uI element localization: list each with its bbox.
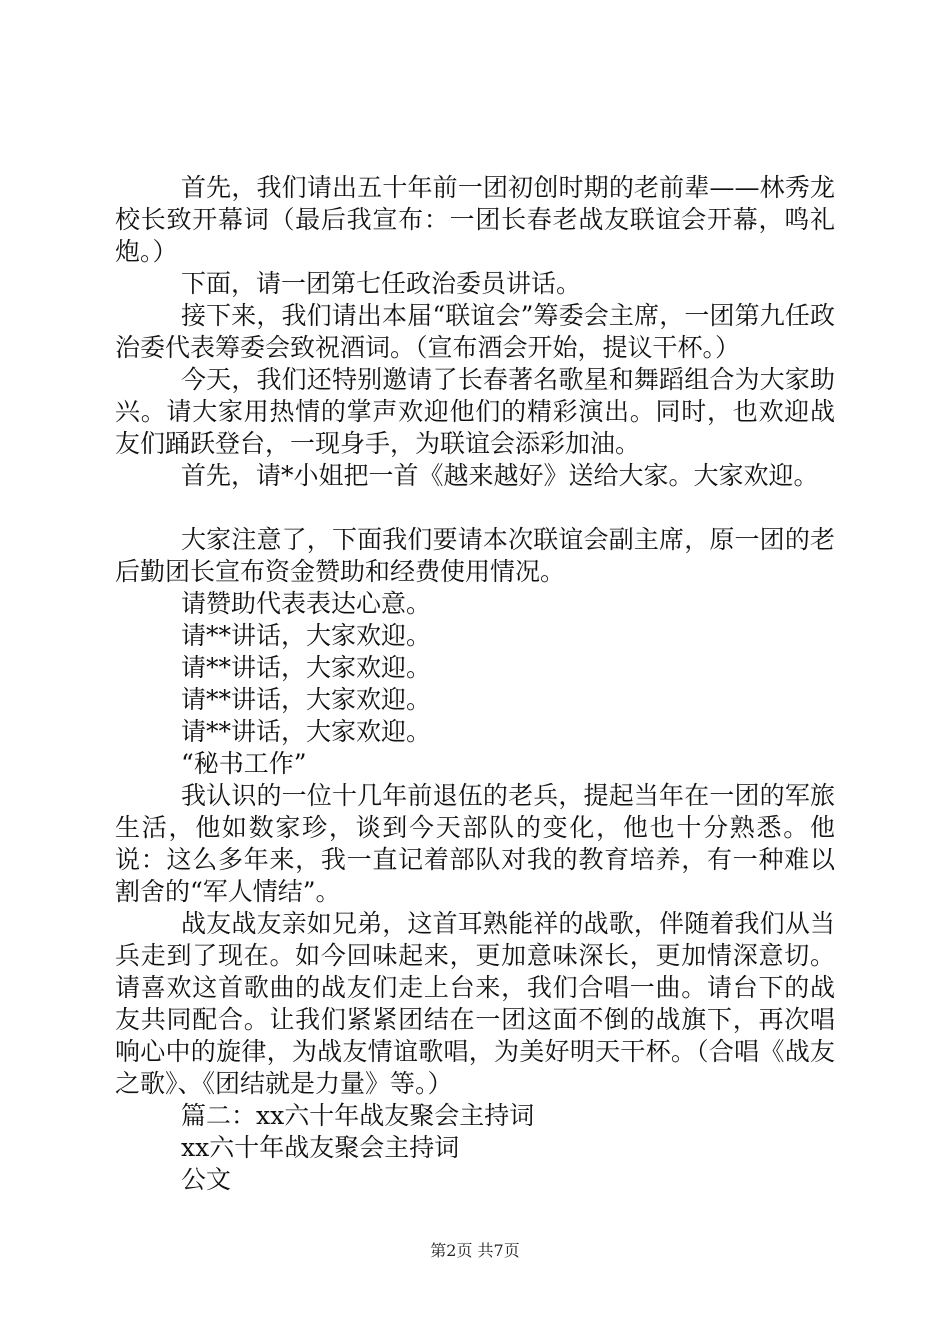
paragraph-speech-invite: 请**讲话，大家欢迎。 bbox=[181, 717, 432, 746]
paragraph-speech-invite: 请**讲话，大家欢迎。 bbox=[181, 685, 432, 714]
paragraph-section-two: 篇二：xx六十年战友聚会主持词 bbox=[181, 1101, 535, 1130]
document-body bbox=[115, 172, 835, 1196]
paragraph-chorus: 战友战友亲如兄弟，这首耳熟能祥的战歌，伴随着我们从当兵走到了现在。如今回味起来，更加意味深长，更加情深意切。请喜欢这首歌曲的战友们走上台来，我们合唱一曲。请台下的战友共同配合。让我们紧紧团结在一团这面不倒的战旗下，再次唱响心中的旋律，为战友情谊歌唱，为美好明天干杯。（合唱《战友之歌》、《团结就是力量》等。） bbox=[115, 909, 835, 1098]
paragraph-speech-invite: 请**讲话，大家欢迎。 bbox=[181, 653, 432, 682]
paragraph-performance: 今天，我们还特别邀请了长春著名歌星和舞蹈组合为大家助兴。请大家用热情的掌声欢迎他们的精彩演出。同时，也欢迎战友们踊跃登台，一现身手，为联谊会添彩加油。 bbox=[115, 365, 835, 458]
paragraph-opening-speech: 首先，我们请出五十年前一团初创时期的老前辈——林秀龙校长致开幕词（最后我宣布：一团长春老战友联谊会开幕，鸣礼炮。） bbox=[115, 173, 835, 266]
paragraph-sponsor: 请赞助代表表达心意。 bbox=[181, 589, 432, 618]
paragraph-funding: 大家注意了，下面我们要请本次联谊会副主席，原一团的老后勤团长宣布资金赞助和经费使用情况。 bbox=[115, 525, 835, 586]
paragraph-spacer bbox=[115, 492, 835, 524]
paragraph-political-commissar: 下面，请一团第七任政治委员讲话。 bbox=[181, 269, 582, 298]
page-footer: 第2页 共7页 bbox=[430, 1241, 520, 1260]
paragraph-section-title: xx六十年战友聚会主持词 bbox=[181, 1133, 460, 1162]
paragraph-first-song: 首先，请*小姐把一首《越来越好》送给大家。大家欢迎。 bbox=[181, 461, 819, 490]
paragraph-secretary-work: “秘书工作” bbox=[181, 749, 307, 778]
paragraph-speech-invite: 请**讲话，大家欢迎。 bbox=[181, 621, 432, 650]
paragraph-toast: 接下来，我们请出本届“联谊会”筹委会主席，一团第九任政治委代表筹委会致祝酒词。（宣布酒会开始，提议干杯。） bbox=[115, 301, 835, 362]
paragraph-veteran-story: 我认识的一位十几年前退伍的老兵，提起当年在一团的军旅生活，他如数家珍，谈到今天部队的变化，他也十分熟悉。他说：这么多年来，我一直记着部队对我的教育培养，有一种难以割舍的“军人情结”。 bbox=[115, 781, 835, 906]
paragraph-official-doc: 公文 bbox=[181, 1165, 232, 1194]
